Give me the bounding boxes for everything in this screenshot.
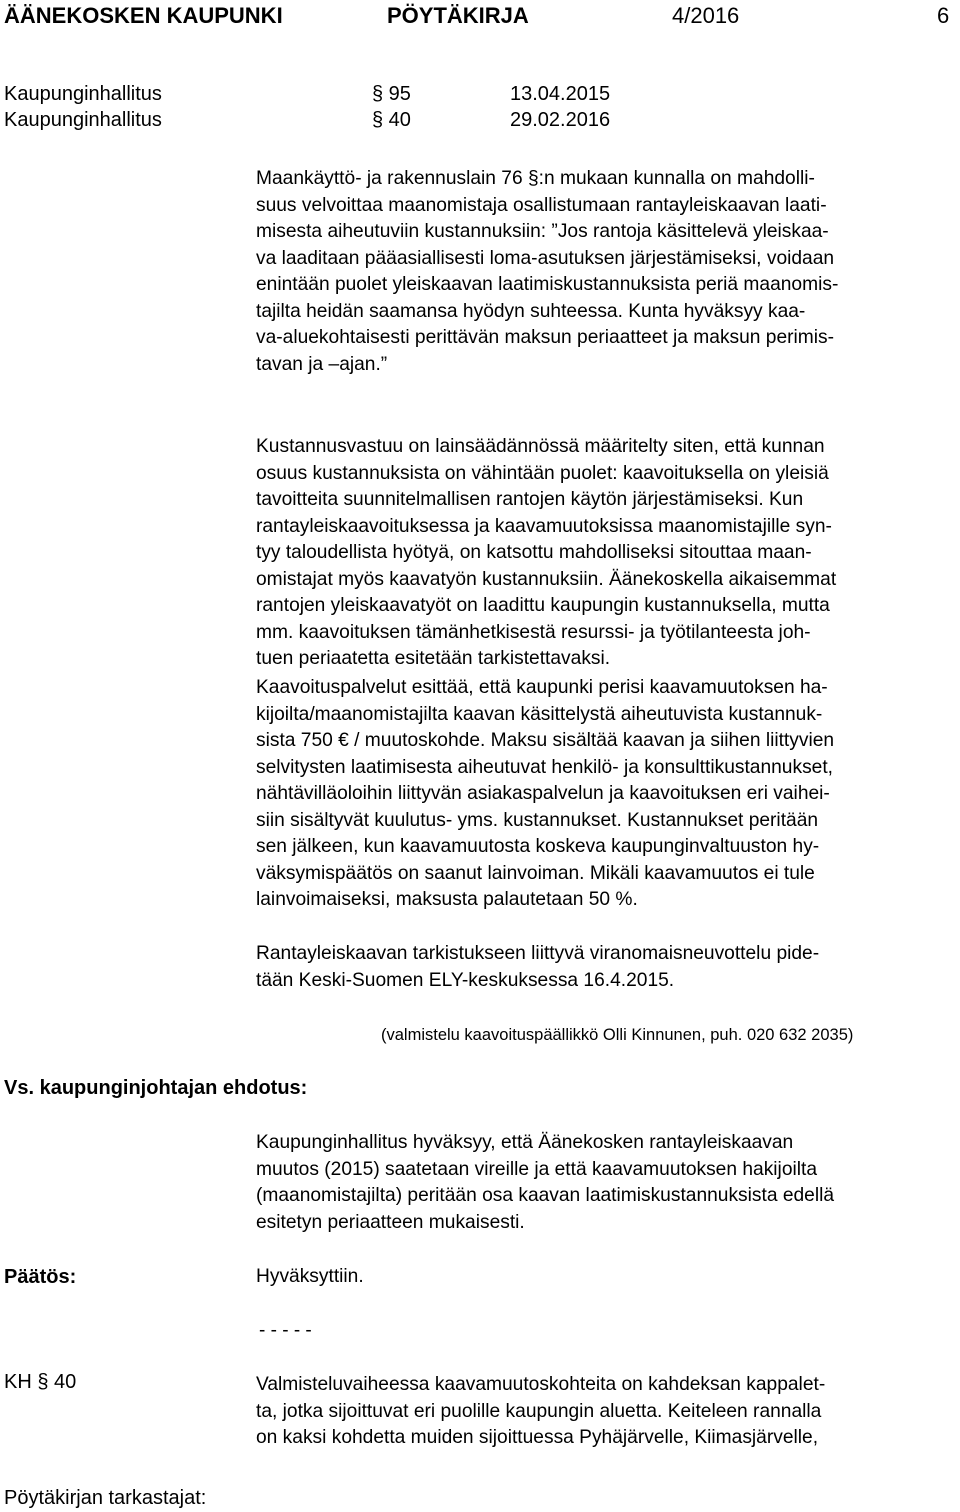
text-line: mm. kaavoituksen tämänhetkisestä resurssi- ja työtilanteesta joh-: [256, 621, 811, 643]
meeting-section: § 95: [372, 83, 411, 105]
text-line: osuus kustannuksista on vähintään puolet: kaavoituksella on yleisiä: [256, 462, 829, 484]
preparer-note: (valmistelu kaavoituspäällikkö Olli Kinnunen, puh. 020 632 2035): [381, 1026, 854, 1044]
text-line: enintään puolet yleiskaavan laatimiskustannuksista periä maanomis-: [256, 274, 839, 295]
text-line: Rantayleiskaavan tarkistukseen liittyvä viranomaisneuvottelu pide-: [256, 943, 820, 964]
text-line: omistajat myös kaavatyön kustannuksiin. Äänekoskella aikaisemmat: [256, 568, 837, 590]
meeting-section: § 40: [372, 109, 411, 131]
text-line: Kaupunginhallitus hyväksyy, että Äänekosken rantayleiskaavan: [256, 1132, 794, 1153]
text-line: va laaditaan pääasiallisesti loma-asutuksen järjestämiseksi, voidaan: [256, 247, 835, 269]
paragraph-cost-liability: [256, 166, 956, 378]
paragraph-fee-proposal: [256, 675, 956, 914]
text-line: on kaksi kohdetta muiden sijoittuessa Pyhäjärvelle, Kiimasjärvelle,: [256, 1427, 819, 1448]
decision-label: Päätös:: [4, 1266, 77, 1288]
text-line: sista 750 € / muutoskohde. Maksu sisältää kaavan ja siihen liittyvien: [256, 730, 835, 751]
text-line: va-aluekohtaisesti perittävän maksun periaatteet ja maksun perimis-: [256, 327, 835, 348]
kh-section-text: [256, 1372, 956, 1452]
text-line: nähtävilläoloihin liittyvän asiakaspalvelun ja kaavoituksen eri vaihei-: [256, 783, 830, 804]
text-line: väksymispäätös on saanut lainvoiman. Mikäli kaavamuutos ei tule: [256, 862, 815, 884]
text-line: tään Keski-Suomen ELY-keskuksessa 16.4.2015.: [256, 969, 675, 991]
meeting-body: Kaupunginhallitus: [4, 83, 162, 105]
issue-number: 4/2016: [672, 3, 740, 28]
organization-name: ÄÄNEKOSKEN KAUPUNKI: [4, 3, 283, 28]
proposal-label: Vs. kaupunginjohtajan ehdotus:: [4, 1077, 308, 1099]
text-line: tuen periaatetta esitetään tarkistettavaksi.: [256, 648, 611, 669]
meeting-body: Kaupunginhallitus: [4, 109, 162, 131]
paragraph-authority-meeting: [256, 941, 956, 994]
text-line: Kustannusvastuu on lainsäädännössä määritelty siten, että kunnan: [256, 436, 825, 457]
text-line: Kaavoituspalvelut esittää, että kaupunki perisi kaavamuutoksen ha-: [256, 677, 828, 698]
kh-section-label: KH § 40: [4, 1371, 77, 1393]
text-line: (maanomistajilta) peritään osa kaavan laatimiskustannuksista edellä: [256, 1185, 835, 1206]
section-separator: - - - - -: [259, 1320, 312, 1341]
text-line: Maankäyttö- ja rakennuslain 76 §:n mukaan kunnalla on mahdolli-: [256, 168, 815, 189]
proposal-text: [256, 1130, 956, 1236]
text-line: rantayleiskaavoituksessa ja kaavamuutoksissa maanomistajille syn-: [256, 515, 832, 537]
text-line: selvitysten laatimisesta aiheutuvat henkilö- ja konsulttikustannukset,: [256, 756, 833, 778]
text-line: esitetyn periaatteen mukaisesti.: [256, 1211, 525, 1233]
text-line: lainvoimaiseksi, maksusta palautetaan 50 %.: [256, 889, 638, 910]
text-line: muutos (2015) saatetaan vireille ja että kaavamuutoksen hakijoilta: [256, 1158, 818, 1180]
document-type: PÖYTÄKIRJA: [387, 3, 529, 28]
page-number: 6: [937, 3, 950, 28]
text-line: misesta aiheutuviin kustannuksiin: ”Jos rantoja käsittelevä yleiskaa-: [256, 221, 829, 242]
text-line: rantojen yleiskaavatyöt on laadittu kaupungin kustannuksella, mutta: [256, 595, 830, 616]
meeting-date: 13.04.2015: [510, 83, 611, 105]
paragraph-cost-responsibility: [256, 434, 956, 673]
text-line: siin sisältyvät kuulutus- yms. kustannukset. Kustannukset peritään: [256, 809, 819, 831]
meeting-date: 29.02.2016: [510, 109, 611, 131]
text-line: suus velvoittaa maanomistaja osallistumaan rantayleiskaavan laati-: [256, 194, 827, 216]
text-line: tyy taloudellista hyötyä, on katsottu mahdolliseksi sitouttaa maan-: [256, 542, 812, 563]
text-line: sen jälkeen, kun kaavamuutosta koskeva kaupunginvaltuuston hy-: [256, 836, 820, 857]
text-line: tavoitteita suunnitelmallisen rantojen käytön järjestämiseksi. Kun: [256, 489, 804, 510]
decision-text: Hyväksyttiin.: [256, 1266, 364, 1287]
text-line: tajilta heidän saamansa hyödyn suhteessa. Kunta hyväksyy kaa-: [256, 300, 806, 322]
text-line: tavan ja –ajan.”: [256, 353, 388, 375]
minutes-reviewers-label: Pöytäkirjan tarkastajat:: [4, 1487, 207, 1509]
text-line: Valmisteluvaiheessa kaavamuutoskohteita on kahdeksan kappalet-: [256, 1374, 826, 1395]
text-line: ta, jotka sijoittuvat eri puolille kaupungin aluetta. Keiteleen rannalla: [256, 1400, 822, 1422]
text-line: kijoilta/maanomistajilta kaavan käsittelystä aiheutuvista kustannuk-: [256, 703, 823, 725]
